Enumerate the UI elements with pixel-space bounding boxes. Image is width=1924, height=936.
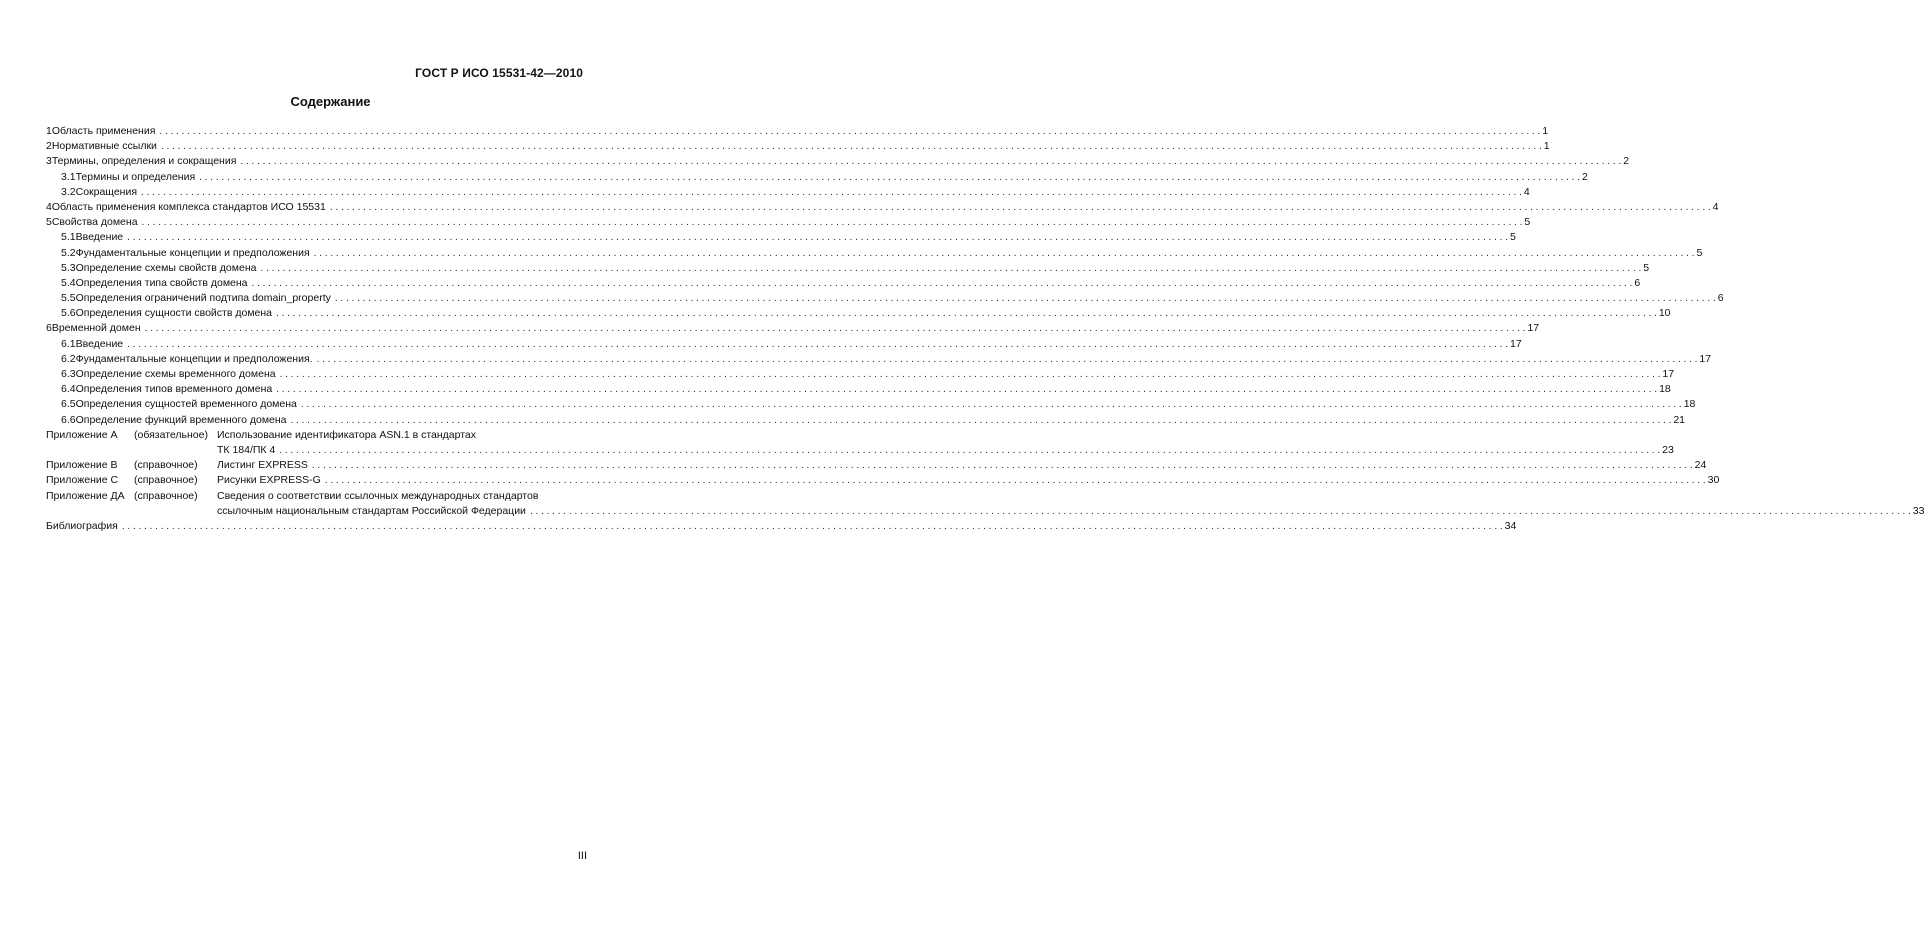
leader-dots: [291, 415, 1672, 426]
toc-entry-page: 17: [1527, 322, 1540, 335]
appendix-page: 24: [1694, 459, 1707, 472]
leader-dots: [280, 369, 1661, 380]
toc-entry-number: 6.5: [61, 398, 76, 411]
toc-entry-number: 5.3: [61, 261, 76, 274]
toc-entry-title: Термины и определения: [75, 170, 196, 183]
toc-entry-page: 10: [1658, 307, 1671, 320]
toc-entry-page: 18: [1683, 398, 1696, 411]
leader-dots: [330, 202, 1711, 213]
toc-entry-number: 4: [46, 200, 52, 213]
appendix-type: (справочное): [134, 459, 198, 472]
toc-entry-page: 18: [1659, 383, 1671, 396]
toc-entry-page: 5: [1509, 231, 1516, 244]
leader-dots: [127, 232, 1508, 243]
toc-entry[interactable]: [46, 261, 1650, 277]
toc-entry-page: 2: [1581, 170, 1588, 183]
toc-entry[interactable]: [46, 276, 1641, 292]
toc-entry-title: Область применения: [51, 125, 156, 137]
leader-dots: [240, 156, 1621, 167]
toc-entry[interactable]: [46, 185, 1530, 201]
toc-entry-title: Нормативные ссылки: [51, 140, 157, 153]
toc-entry-number: 1: [46, 125, 52, 137]
leader-dots: [161, 141, 1542, 152]
leader-dots: [317, 354, 1698, 365]
page-number: III: [577, 850, 587, 862]
toc-entry-title: Временной домен: [51, 322, 141, 335]
toc-entry-page: 2: [1623, 155, 1630, 168]
toc-entry-number: 3.1: [61, 170, 76, 183]
table-of-contents: [46, 125, 1924, 535]
toc-entry-number: 6.1: [61, 337, 76, 350]
toc-entry[interactable]: [46, 125, 1549, 140]
toc-entry-title: Введение: [75, 337, 124, 350]
toc-entry-title: Определение схемы временного домена: [75, 368, 276, 380]
toc-entry[interactable]: [46, 170, 1588, 186]
toc-entry-number: 5.5: [61, 292, 76, 305]
leader-dots: [252, 278, 1633, 289]
leader-dots: [301, 399, 1682, 410]
toc-entry-page: 1: [1543, 140, 1550, 153]
toc-appendix-da[interactable]: [46, 489, 1924, 520]
toc-entry-number: 2: [46, 140, 52, 153]
leader-dots: [159, 126, 1540, 137]
toc-entry[interactable]: [46, 140, 1550, 155]
toc-entry-title: Область применения комплекса стандартов ИСО 15531: [51, 200, 326, 213]
toc-entry-number: 3.2: [61, 185, 76, 198]
leader-dots: [314, 248, 1695, 259]
toc-entry-page: 17: [1509, 337, 1522, 350]
toc-entry-page: 17: [1699, 352, 1712, 365]
appendix-page: 23: [1662, 443, 1674, 456]
toc-appendix-a[interactable]: [46, 428, 1674, 459]
toc-entry-page: 5: [1696, 246, 1703, 259]
appendix-title-line2: ТК 184/ПК 4: [217, 443, 276, 456]
appendix-title-line2: ссылочным национальным стандартам Российской Федерации: [217, 504, 526, 517]
toc-entry[interactable]: [46, 322, 1540, 337]
toc-entry[interactable]: [46, 413, 1686, 429]
toc-entry-title: Определения типа свойств домена: [75, 276, 248, 289]
leader-dots: [260, 263, 1641, 274]
toc-appendix-b[interactable]: [46, 459, 1707, 474]
toc-entry-number: 6.6: [61, 413, 76, 426]
toc-entry-page: 6: [1717, 292, 1724, 305]
toc-entry[interactable]: [46, 155, 1630, 170]
toc-entry-title: Определения ограничений подтипа domain_property: [75, 292, 331, 305]
leader-dots: [142, 217, 1523, 228]
toc-entry[interactable]: [46, 337, 1522, 353]
leader-dots: [141, 187, 1522, 198]
toc-bibliography[interactable]: [46, 519, 1517, 535]
toc-entry[interactable]: [46, 231, 1516, 246]
appendix-page: 33: [1912, 504, 1924, 517]
toc-entry-number: 5: [46, 216, 52, 229]
leader-dots: [276, 384, 1657, 395]
toc-entry-page: 4: [1712, 200, 1719, 213]
toc-appendix-c[interactable]: [46, 474, 1720, 489]
toc-entry-title: Свойства домена: [51, 216, 138, 229]
leader-dots: [279, 445, 1660, 456]
toc-entry-number: 6.4: [61, 383, 76, 396]
toc-entry-page: 5: [1524, 216, 1531, 229]
leader-dots: [312, 460, 1693, 471]
toc-entry-number: 5.4: [61, 276, 76, 289]
leader-dots: [199, 172, 1580, 183]
toc-entry-page: 21: [1673, 413, 1686, 426]
toc-entry-number: 5.2: [61, 246, 76, 259]
leader-dots: [145, 323, 1526, 334]
appendix-type: (справочное): [134, 489, 198, 502]
toc-entry[interactable]: [46, 368, 1675, 383]
toc-entry-number: 6.2: [61, 352, 76, 365]
toc-entry-title: Определения сущностей временного домена: [75, 398, 297, 411]
toc-entry-title: Сокращения: [75, 185, 138, 198]
appendix-label: Приложение В: [46, 459, 118, 472]
appendix-title: Листинг EXPRESS: [217, 459, 308, 472]
leader-dots: [122, 521, 1503, 532]
toc-entry[interactable]: [46, 307, 1671, 322]
appendix-type: (справочное): [134, 474, 198, 487]
appendix-page: 30: [1707, 474, 1720, 487]
toc-entry-page: 5: [1643, 261, 1650, 274]
toc-entry-title: Фундаментальные концепции и предположения.: [75, 352, 313, 365]
bibliography-label: Библиография: [46, 519, 118, 532]
toc-entry-title: Определение функций временного домена: [75, 413, 287, 426]
bibliography-page: 34: [1504, 519, 1517, 532]
toc-entry-title: Фундаментальные концепции и предположения: [75, 246, 310, 259]
document-code: ГОСТ Р ИСО 15531-42—2010: [415, 66, 583, 80]
leader-dots: [530, 506, 1911, 517]
leader-dots: [325, 475, 1706, 486]
toc-entry-number: 5.1: [61, 231, 76, 244]
toc-entry-page: 1: [1542, 125, 1549, 137]
toc-entry[interactable]: [46, 352, 1712, 368]
appendix-label: Приложение ДА: [46, 489, 125, 502]
toc-entry[interactable]: [46, 246, 1703, 262]
toc-entry-number: 3: [46, 155, 52, 168]
toc-entry[interactable]: [46, 398, 1696, 413]
toc-entry[interactable]: [46, 200, 1719, 216]
appendix-label: Приложение А: [46, 428, 118, 441]
leader-dots: [276, 308, 1657, 319]
appendix-title-line1: Использование идентификатора ASN.1 в стандартах: [217, 428, 477, 441]
appendix-label: Приложение С: [46, 474, 119, 487]
appendix-type: (обязательное): [134, 428, 208, 441]
leader-dots: [127, 339, 1508, 350]
toc-entry-number: 5.6: [61, 307, 76, 320]
toc-entry-title: Определения сущности свойств домена: [75, 307, 273, 320]
toc-entry-page: 17: [1662, 368, 1675, 380]
leader-dots: [335, 293, 1716, 304]
toc-entry-title: Введение: [75, 231, 124, 244]
toc-entry[interactable]: [46, 383, 1671, 398]
toc-entry-number: 6: [46, 322, 52, 335]
toc-entry-page: 4: [1523, 185, 1530, 198]
toc-entry-title: Термины, определения и сокращения: [51, 155, 237, 168]
toc-entry-page: 6: [1634, 276, 1641, 289]
toc-entry-title: Определения типов временного домена: [75, 383, 273, 396]
appendix-title-line1: Сведения о соответствии ссылочных международных стандартов: [217, 489, 539, 502]
toc-entry-title: Определение схемы свойств домена: [75, 261, 257, 274]
page-title: Содержание: [290, 94, 371, 109]
toc-entry[interactable]: [46, 216, 1531, 231]
appendix-title: Рисунки EXPRESS-G: [217, 474, 321, 487]
toc-entry[interactable]: [46, 292, 1724, 307]
toc-entry-number: 6.3: [61, 368, 76, 380]
